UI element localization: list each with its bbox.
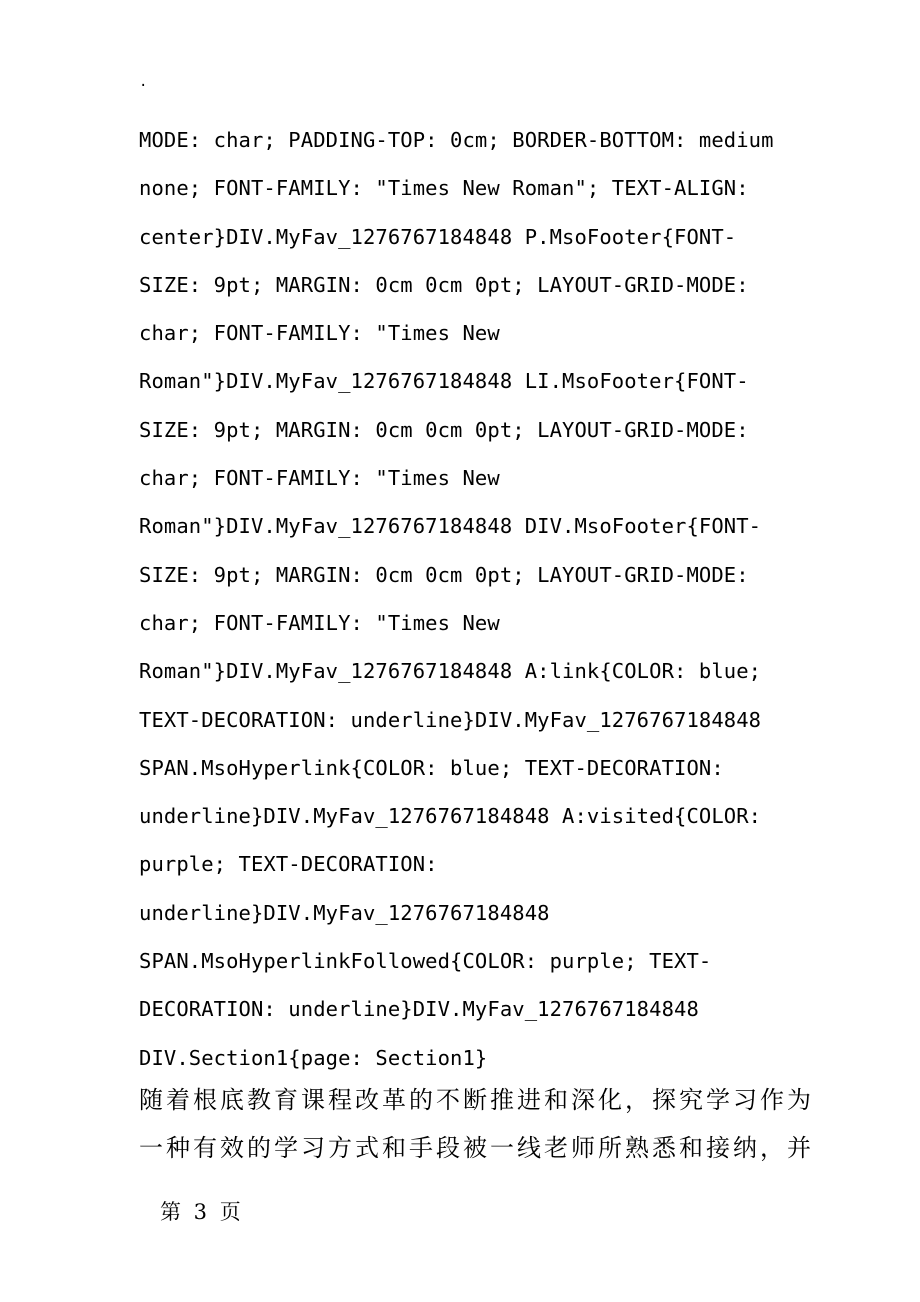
code-line: char; FONT-FAMILY: "Times New (139, 466, 500, 491)
code-line: Roman"}DIV.MyFav_1276767184848 LI.MsoFooter{FONT- (139, 369, 749, 394)
code-line: center}DIV.MyFav_1276767184848 P.MsoFooter{FONT- (139, 224, 737, 249)
code-line: char; FONT-FAMILY: "Times New (139, 610, 500, 635)
code-line: MODE: char; PADDING-TOP: 0cm; BORDER-BOTTOM: medium (139, 128, 774, 152)
code-line: SIZE: 9pt; MARGIN: 0cm 0cm 0pt; LAYOUT-GRID-MODE: (139, 417, 749, 442)
code-line: underline}DIV.MyFav_1276767184848 A:visited{COLOR: (139, 804, 762, 829)
paragraph-line: 一种有效的学习方式和手段被一线老师所熟悉和接纳，并 (139, 1134, 814, 1162)
code-line: SPAN.MsoHyperlinkFollowed{COLOR: purple; TEXT- (139, 949, 712, 974)
code-line: Roman"}DIV.MyFav_1276767184848 A:link{COLOR: blue; (139, 659, 762, 684)
code-line: none; FONT-FAMILY: "Times New Roman"; TEXT-ALIGN: (139, 176, 749, 201)
paragraph-line: 随着根底教育课程改革的不断推进和深化，探究学习作为 (139, 1086, 814, 1114)
page-number-footer: 第 3 页 (160, 1200, 241, 1224)
code-line: char; FONT-FAMILY: "Times New (139, 321, 500, 346)
code-line: SPAN.MsoHyperlink{COLOR: blue; TEXT-DECORATION: (139, 755, 724, 780)
body-paragraph (139, 1076, 814, 1172)
code-line: DECORATION: underline}DIV.MyFav_1276767184848 (139, 997, 699, 1022)
code-line: SIZE: 9pt; MARGIN: 0cm 0cm 0pt; LAYOUT-GRID-MODE: (139, 562, 749, 587)
code-line: TEXT-DECORATION: underline}DIV.MyFav_1276767184848 (139, 707, 762, 732)
code-line: underline}DIV.MyFav_1276767184848 (139, 900, 550, 925)
code-line: purple; TEXT-DECORATION: (139, 852, 438, 877)
code-line: Roman"}DIV.MyFav_1276767184848 DIV.MsoFooter{FONT- (139, 514, 762, 539)
css-code-text (139, 116, 789, 1082)
code-line: SIZE: 9pt; MARGIN: 0cm 0cm 0pt; LAYOUT-GRID-MODE: (139, 272, 749, 297)
code-line: DIV.Section1{page: Section1} (139, 1045, 488, 1070)
header-dot: . (139, 74, 148, 90)
